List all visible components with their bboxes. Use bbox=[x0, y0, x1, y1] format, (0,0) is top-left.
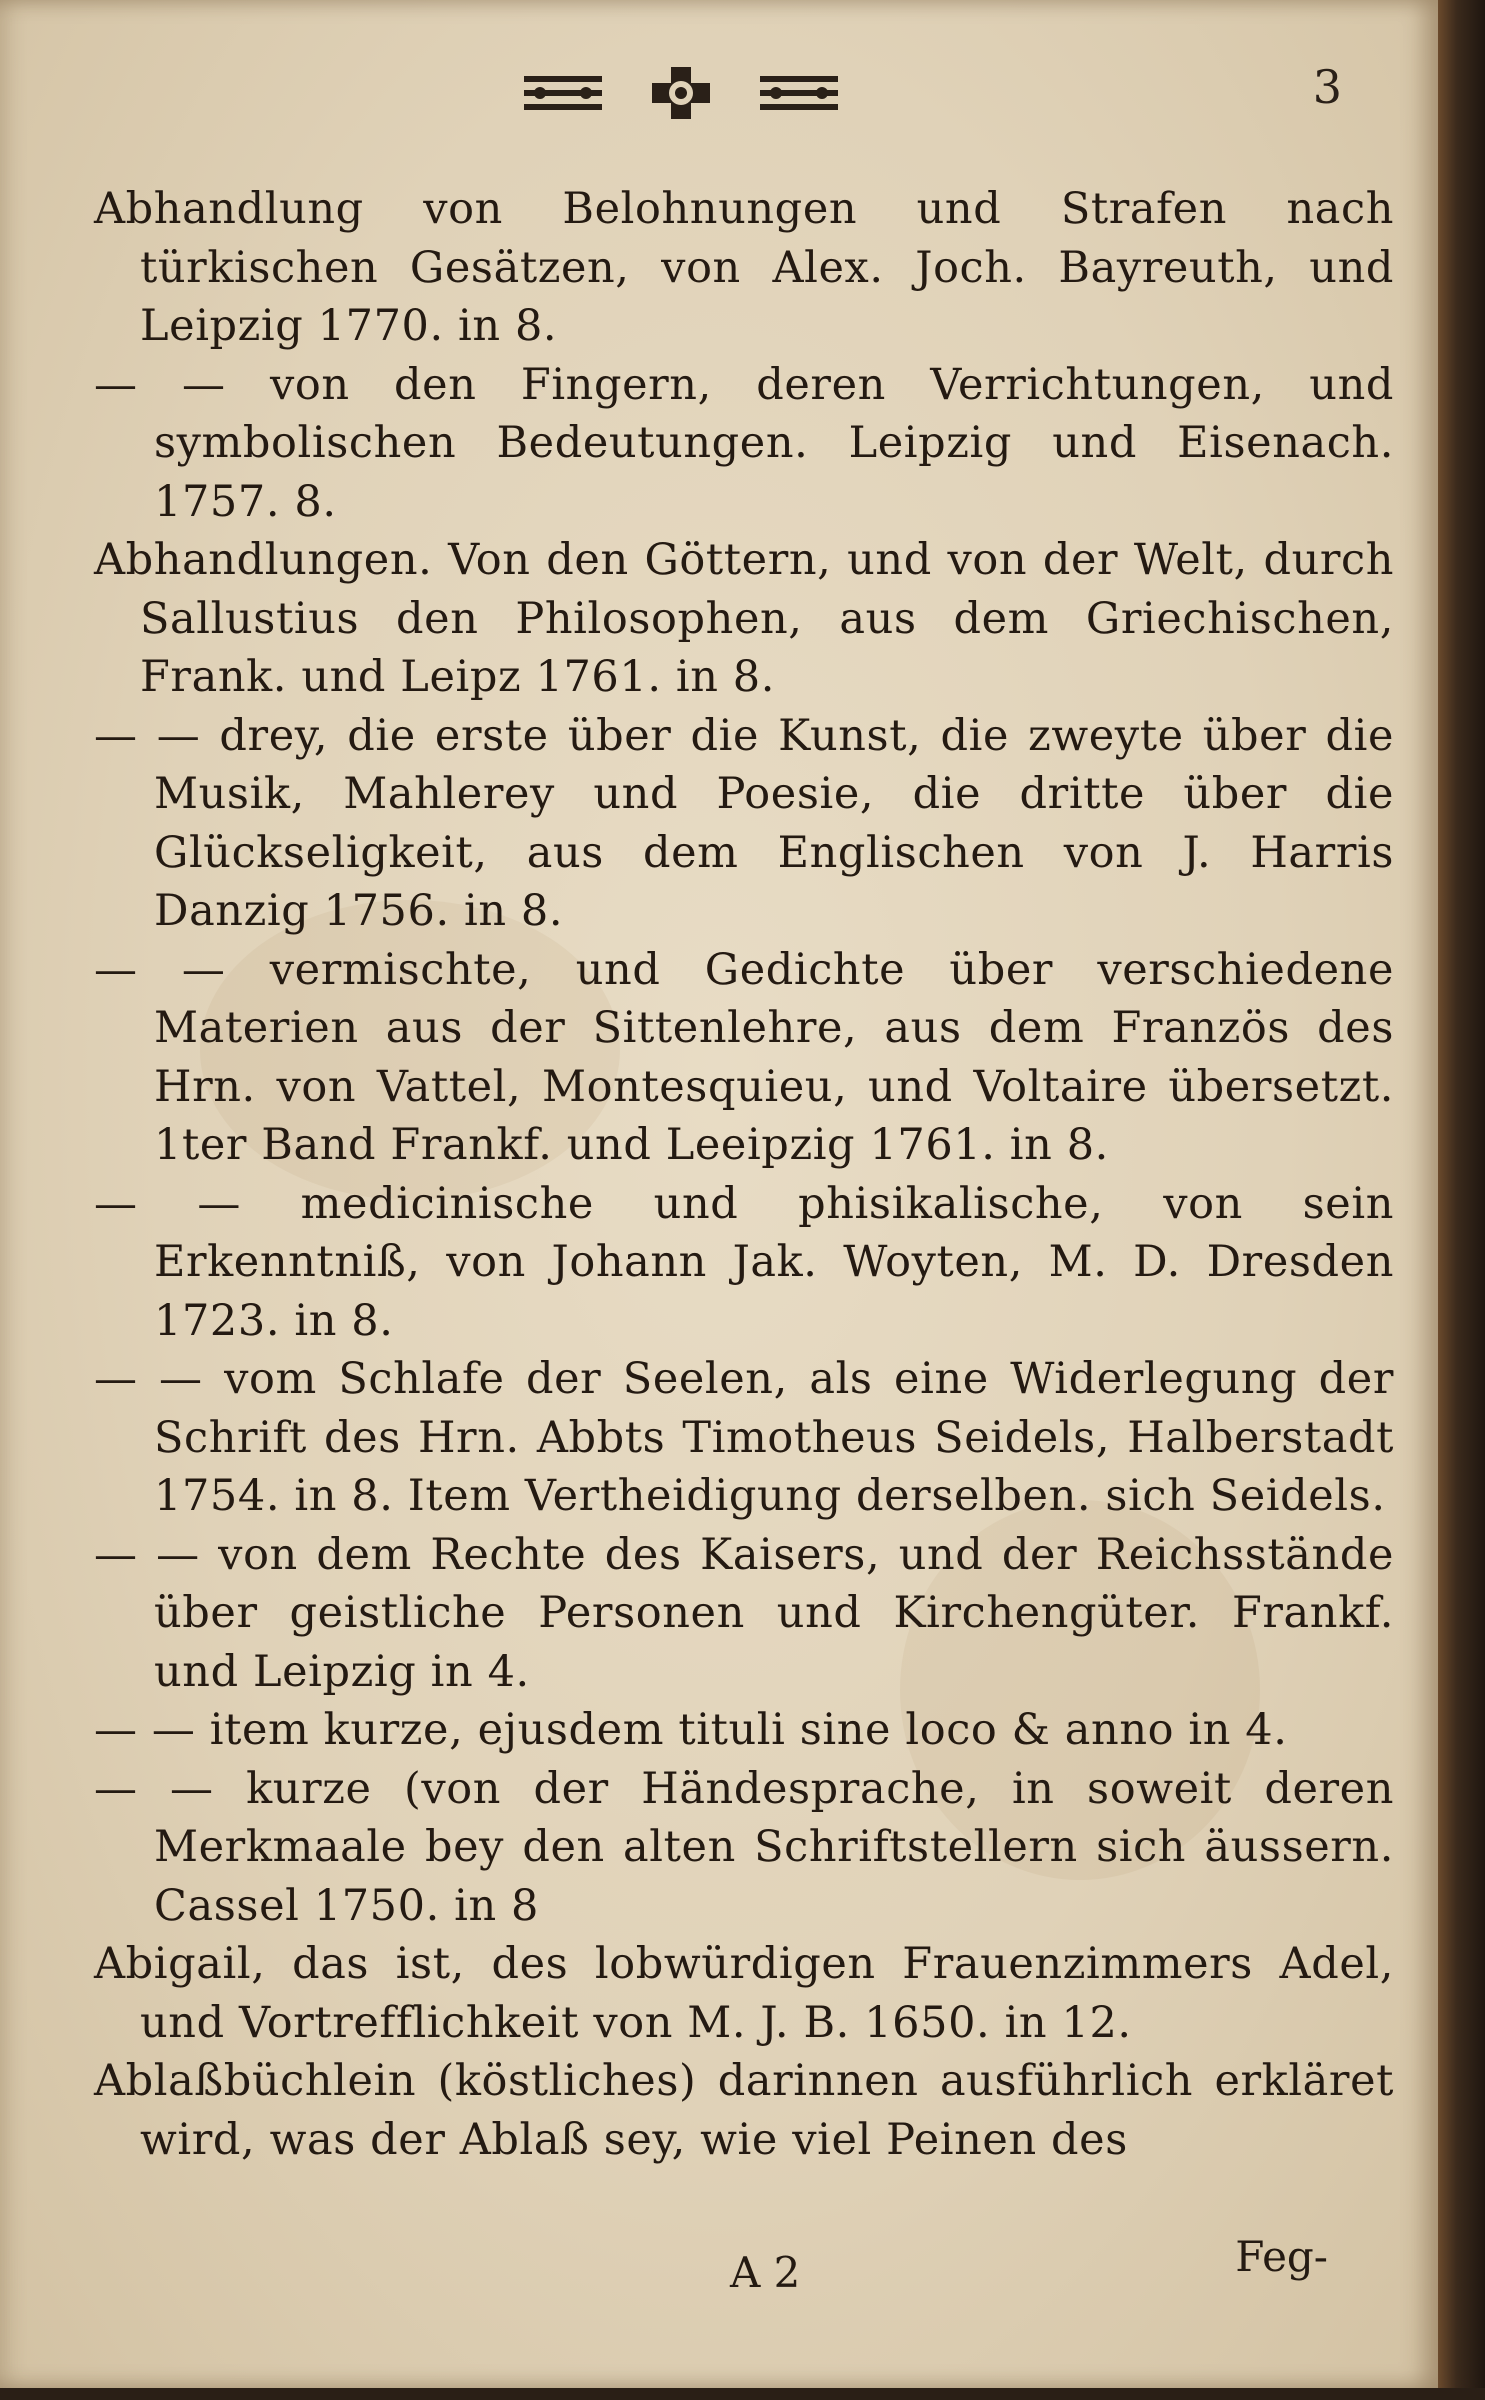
entry: Ablaßbüchlein (köstliches) darinnen ausführlich erkläret wird, was der Ablaß sey, wie viel Peinen des bbox=[94, 2056, 1394, 2165]
bibliography-entries bbox=[94, 180, 1394, 2169]
entry: Abhandlung von Belohnungen und Strafen nach türkischen Gesätzen, von Alex. Joch. Bayreuth, und Leipzig 1770. in 8. bbox=[94, 184, 1394, 351]
entry: — — von den Fingern, deren Verrichtungen, und symbolischen Bedeutungen. Leipzig und Eisenach. 1757. 8. bbox=[94, 359, 1394, 527]
entry: Abhandlungen. Von den Göttern, und von der Welt, durch Sallustius den Philosophen, aus dem Griechischen, Frank. und Leipz 1761. in 8. bbox=[94, 535, 1394, 702]
ornament-center-icon bbox=[646, 63, 716, 123]
entry: — — medicinische und phisikalische, von sein Erkenntniß, von Johann Jak. Woyten, M. D. Dresden 1723. in 8. bbox=[94, 1178, 1394, 1346]
entry: — — item kurze, ejusdem tituli sine loco & anno in 4. bbox=[94, 1705, 1288, 1755]
page-number: 3 bbox=[1312, 60, 1342, 114]
entry: — — vom Schlafe der Seelen, als eine Widerlegung der Schrift des Hrn. Abbts Timotheus Seidels, Halberstadt 1754. in 8. Item Vertheidigung derselben. sich Seidels. bbox=[94, 1354, 1394, 1521]
signature-mark: A 2 bbox=[730, 2248, 801, 2297]
entry: — — kurze (von der Händesprache, in soweit deren Merkmaale bey den alten Schriftstellern sich äussern. Cassel 1750. in 8 bbox=[94, 1763, 1394, 1931]
book-bottom-edge bbox=[0, 2388, 1485, 2400]
entry: — — vermischte, und Gedichte über verschiedene Materien aus der Sittenlehre, aus dem Französ des Hrn. von Vattel, Montesquieu, und Voltaire übersetzt. 1ter Band Frankf. und Leeipzig 1761. in 8. bbox=[94, 944, 1394, 1170]
entry: Abigail, das ist, des lobwürdigen Frauenzimmers Adel, und Vortrefflichkeit von M. J. B. 1650. in 12. bbox=[94, 1939, 1394, 2048]
book-edge bbox=[1438, 0, 1485, 2400]
entry: — — von dem Rechte des Kaisers, und der Reichsstände über geistliche Personen und Kirchengüter. Frankf. und Leipzig in 4. bbox=[94, 1529, 1394, 1697]
catchword: Feg- bbox=[1235, 2232, 1328, 2281]
header-ornament bbox=[520, 62, 842, 124]
ornament-left-icon bbox=[520, 68, 606, 118]
entry: — — drey, die erste über die Kunst, die zweyte über die Musik, Mahlerey und Poesie, die dritte über die Glückseligkeit, aus dem Englischen von J. Harris Danzig 1756. in 8. bbox=[94, 710, 1394, 936]
ornament-right-icon bbox=[756, 68, 842, 118]
